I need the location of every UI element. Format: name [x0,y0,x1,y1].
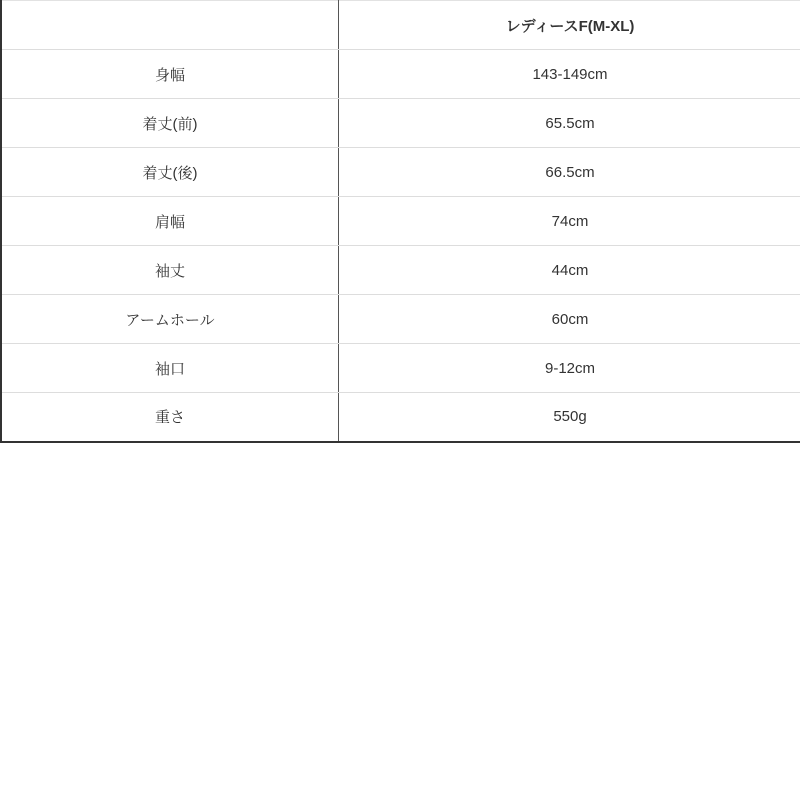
table-header-row [1,1,800,50]
row-value-armhole: 60cm [339,295,800,344]
table-row [1,246,800,295]
row-value-length-front: 65.5cm [339,99,800,148]
row-label-cuff: 袖口 [1,344,339,393]
table-row [1,344,800,393]
table-row [1,393,800,442]
row-value-body-width: 143-149cm [339,50,800,99]
table-row [1,295,800,344]
row-label-length-back: 着丈(後) [1,148,339,197]
row-label-shoulder-width: 肩幅 [1,197,339,246]
table-row [1,50,800,99]
row-label-weight: 重さ [1,393,339,442]
header-size-label: レディースF(M-XL) [339,1,800,50]
row-label-body-width: 身幅 [1,50,339,99]
row-label-length-front: 着丈(前) [1,99,339,148]
table-row [1,197,800,246]
row-value-shoulder-width: 74cm [339,197,800,246]
table-row [1,99,800,148]
row-value-cuff: 9-12cm [339,344,800,393]
header-empty-cell [1,1,339,50]
row-value-sleeve-length: 44cm [339,246,800,295]
row-label-armhole: アームホール [1,295,339,344]
table-row [1,148,800,197]
row-value-length-back: 66.5cm [339,148,800,197]
row-label-sleeve-length: 袖丈 [1,246,339,295]
row-value-weight: 550g [553,408,587,426]
